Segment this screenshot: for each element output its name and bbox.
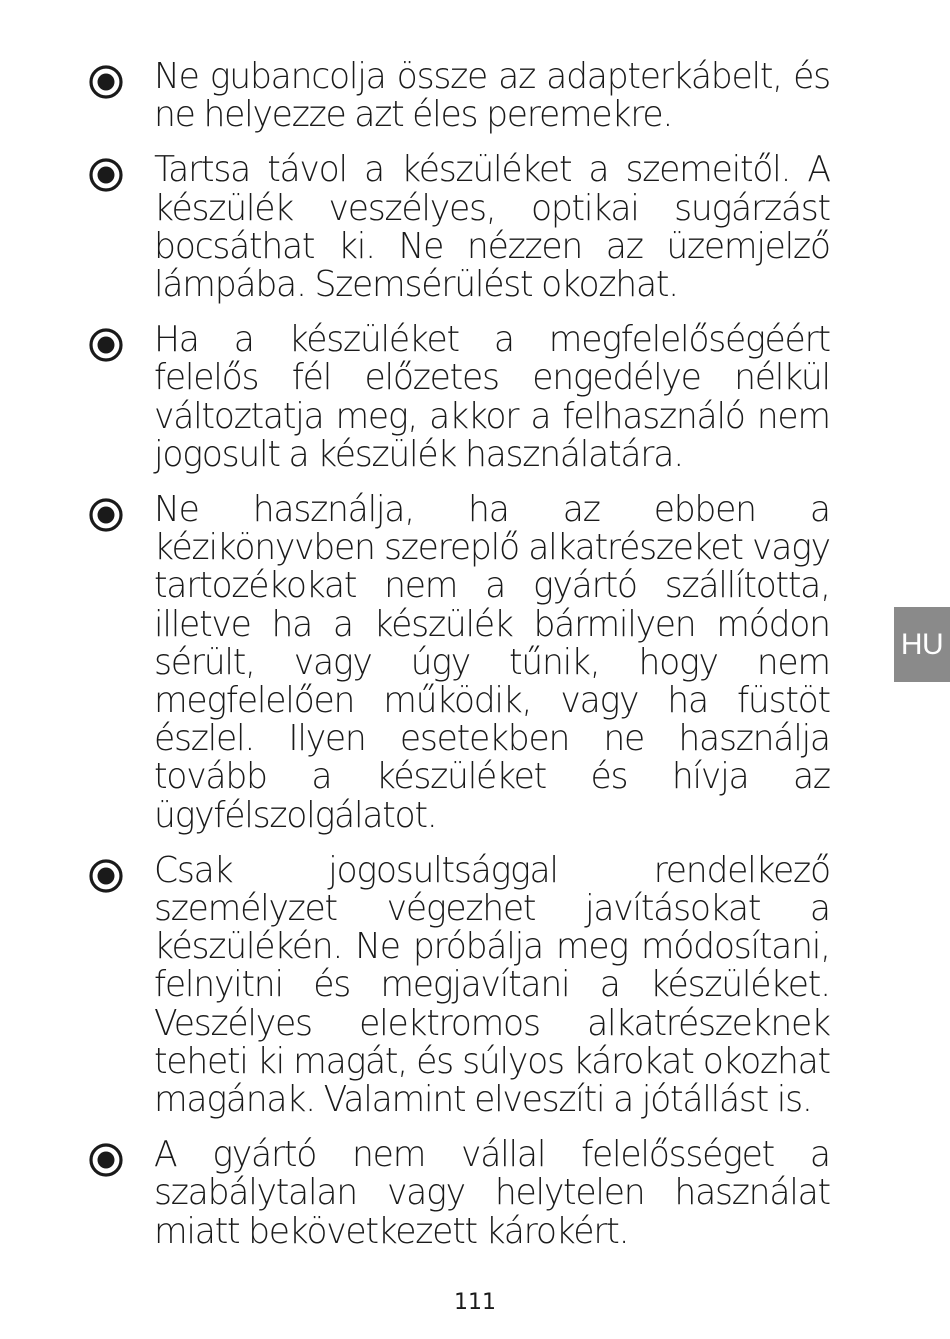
list-item-text: Ne gubancolja össze az adapterkábelt, és ne helyezze azt éles peremekre. — [154, 56, 830, 136]
list-item-text: Tartsa távol a készüléket a szemeitől. A készülék veszélyes, optikai sugárzást bocsáthat ki. Ne nézzen az üzemjelző lámpába. Szemsérülést okozhat. — [154, 149, 830, 306]
list-item-text: Ne használja, ha az ebben a kézikönyvben szereplő alkatrészeket vagy tartozékokat nem a gyártó szállította, illetve ha a készülék bármilyen módon sérült, vagy úgy tűnik, hogy nem megfelelően működik, vagy ha füstöt észlel. Ilyen esetekben ne használja tovább a készüléket és hívja az ügyfélszolgálatot. — [154, 489, 830, 836]
list-item — [88, 151, 858, 304]
radio-bullet-icon — [88, 1142, 124, 1178]
warning-list — [88, 58, 858, 1268]
language-tab: HU — [894, 607, 950, 682]
list-item — [88, 849, 858, 1121]
radio-bullet-icon — [88, 327, 124, 363]
radio-bullet-icon — [88, 858, 124, 894]
list-item-text: Csak jogosultsággal rendelkező személyzet végezhet javításokat a készülékén. Ne próbálja meg módosítani, felnyitni és megjavítani a készüléket. Veszélyes elektromos alkatrészeknek teheti ki magát, és súlyos károkat okozhat magának. Valamint elveszíti a jótállást is. — [154, 849, 830, 1121]
list-item — [88, 491, 858, 835]
list-item-text: Ha a készüléket a megfelelőségéért felelős fél előzetes engedélye nélkül változtatja meg, akkor a felhasználó nem jogosult a készülék használatára. — [154, 319, 830, 475]
radio-bullet-icon — [88, 64, 124, 100]
list-item-text: A gyártó nem vállal felelősséget a szabálytalan vagy helytelen használat miatt bekövetkezett károkért. — [154, 1134, 830, 1252]
list-item — [88, 321, 858, 474]
page-number: 111 — [454, 1290, 496, 1315]
radio-bullet-icon — [88, 497, 124, 533]
radio-bullet-icon — [88, 157, 124, 193]
list-item — [88, 1136, 858, 1251]
list-item — [88, 58, 858, 134]
